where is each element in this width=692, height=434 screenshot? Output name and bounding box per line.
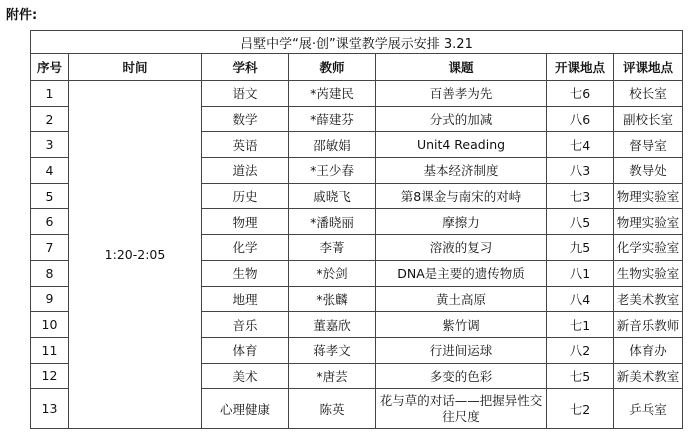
subject-cell: 生物 [202,260,289,286]
teacher-cell: *潘晓丽 [289,209,376,235]
class-place-cell: 九5 [547,235,614,261]
time-cell: 1:20-2:05 [69,81,202,429]
review-place-cell: 乒乓室 [614,389,683,429]
subject-cell: 美术 [202,363,289,389]
row-number: 13 [31,389,69,429]
row-number: 7 [31,235,69,261]
subject-cell: 化学 [202,235,289,261]
teacher-cell: *薛建芬 [289,106,376,132]
topic-cell: Unit4 Reading [376,132,547,158]
schedule-table [30,30,683,429]
subject-cell: 历史 [202,183,289,209]
class-place-cell: 七4 [547,132,614,158]
header-row [31,54,683,81]
attachment-label: 附件: [6,8,38,23]
review-place-cell: 生物实验室 [614,260,683,286]
row-number: 10 [31,312,69,338]
review-place-cell: 物理实验室 [614,183,683,209]
teacher-cell: 董嘉欣 [289,312,376,338]
subject-cell: 地理 [202,286,289,312]
topic-cell: 紫竹调 [376,312,547,338]
subject-cell: 物理 [202,209,289,235]
subject-cell: 数学 [202,106,289,132]
header-cell: 评课地点 [614,54,683,81]
row-number: 3 [31,132,69,158]
row-number: 12 [31,363,69,389]
topic-cell: 溶液的复习 [376,235,547,261]
topic-cell: 百善孝为先 [376,81,547,107]
topic-cell: 摩擦力 [376,209,547,235]
review-place-cell: 物理实验室 [614,209,683,235]
row-number: 2 [31,106,69,132]
class-place-cell: 七6 [547,81,614,107]
review-place-cell: 老美术教室 [614,286,683,312]
review-place-cell: 新音乐教师 [614,312,683,338]
teacher-cell: *芮建民 [289,81,376,107]
teacher-cell: 戚晓飞 [289,183,376,209]
class-place-cell: 七3 [547,183,614,209]
header-cell: 开课地点 [547,54,614,81]
topic-cell: DNA是主要的遗传物质 [376,260,547,286]
review-place-cell: 体育办 [614,337,683,363]
header-cell: 学科 [202,54,289,81]
row-number: 6 [31,209,69,235]
table-title: 吕墅中学“展·创”课堂教学展示安排 3.21 [31,31,683,54]
teacher-cell: 邵敏娟 [289,132,376,158]
header-cell: 时间 [69,54,202,81]
subject-cell: 英语 [202,132,289,158]
subject-cell: 音乐 [202,312,289,338]
topic-cell: 行进间运球 [376,337,547,363]
review-place-cell: 教导处 [614,158,683,184]
review-place-cell: 化学实验室 [614,235,683,261]
review-place-cell: 校长室 [614,81,683,107]
class-place-cell: 七5 [547,363,614,389]
subject-cell: 体育 [202,337,289,363]
subject-cell: 道法 [202,158,289,184]
teacher-cell: *唐芸 [289,363,376,389]
teacher-cell: *张麟 [289,286,376,312]
class-place-cell: 八3 [547,158,614,184]
topic-cell: 基本经济制度 [376,158,547,184]
class-place-cell: 八4 [547,286,614,312]
review-place-cell: 副校长室 [614,106,683,132]
class-place-cell: 七2 [547,389,614,429]
topic-cell: 黄土高原 [376,286,547,312]
class-place-cell: 八1 [547,260,614,286]
topic-cell: 第8课金与南宋的对峙 [376,183,547,209]
row-number: 1 [31,81,69,107]
class-place-cell: 七1 [547,312,614,338]
header-cell: 教师 [289,54,376,81]
row-number: 5 [31,183,69,209]
row-number: 9 [31,286,69,312]
class-place-cell: 八6 [547,106,614,132]
row-number: 4 [31,158,69,184]
header-cell: 课题 [376,54,547,81]
class-place-cell: 八2 [547,337,614,363]
row-number: 11 [31,337,69,363]
topic-cell: 分式的加减 [376,106,547,132]
topic-cell: 花与草的对话——把握异性交往尺度 [376,389,547,429]
teacher-cell: *於剑 [289,260,376,286]
class-place-cell: 八5 [547,209,614,235]
topic-cell: 多变的色彩 [376,363,547,389]
header-cell: 序号 [31,54,69,81]
subject-cell: 心理健康 [202,389,289,429]
teacher-cell: 李菁 [289,235,376,261]
teacher-cell: 陈英 [289,389,376,429]
table-row [31,81,683,107]
teacher-cell: 蒋孝文 [289,337,376,363]
teacher-cell: *王少春 [289,158,376,184]
review-place-cell: 督导室 [614,132,683,158]
subject-cell: 语文 [202,81,289,107]
row-number: 8 [31,260,69,286]
review-place-cell: 新美术教室 [614,363,683,389]
